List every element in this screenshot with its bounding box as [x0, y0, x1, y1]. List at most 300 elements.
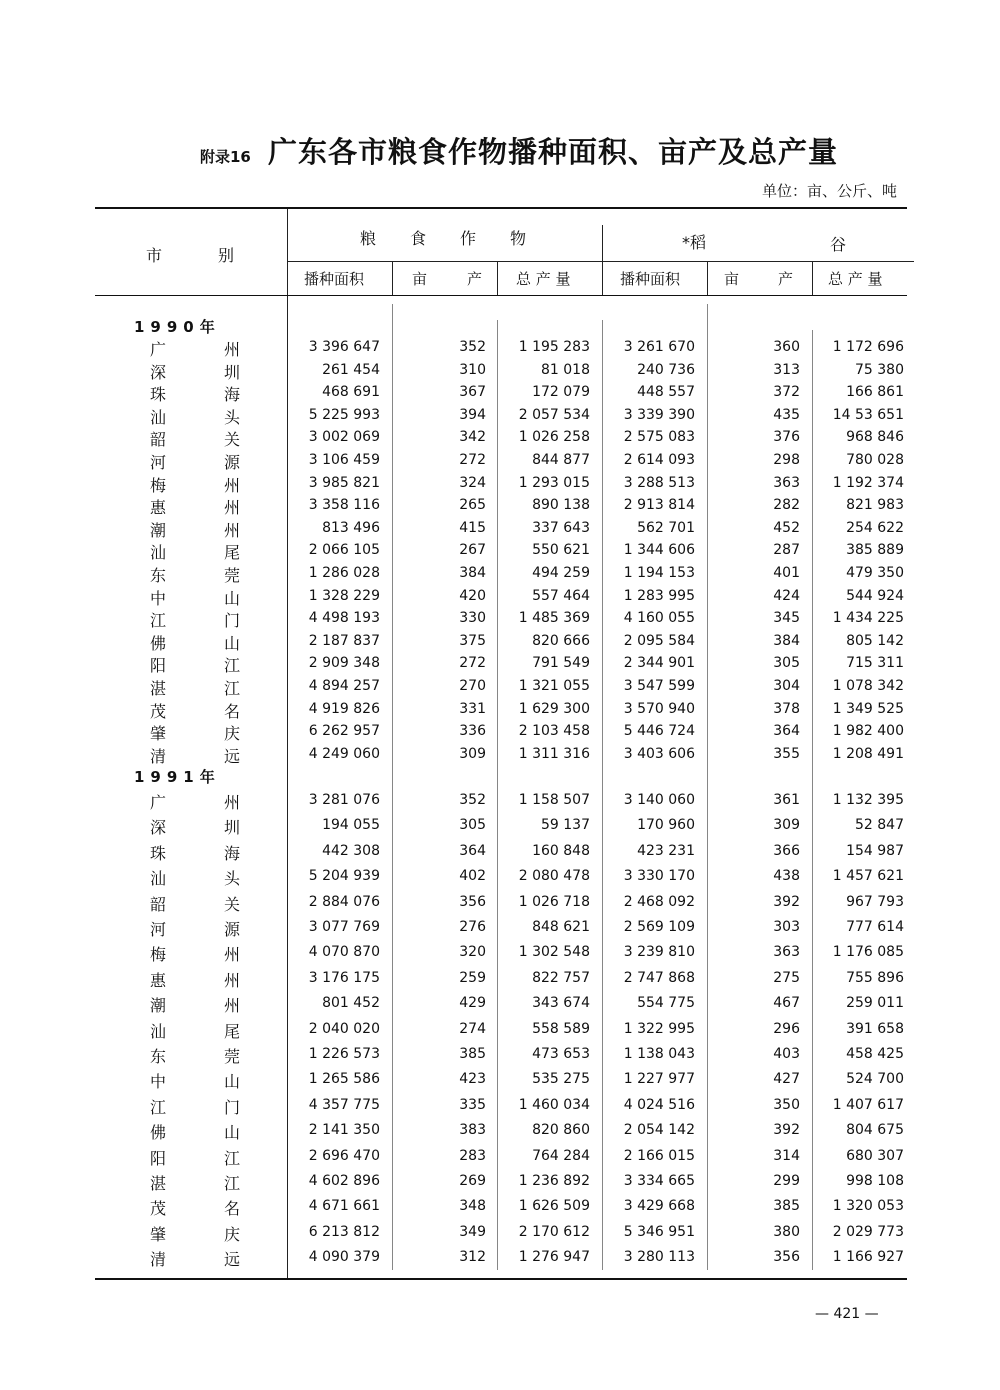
- city-name: [150, 1222, 240, 1245]
- grain-total-cell: 59 137: [541, 817, 590, 834]
- grain-area-cell: 2 141 350: [308, 1122, 380, 1139]
- city-name: [150, 744, 240, 767]
- city-name: [150, 473, 240, 496]
- city-name-char: 河: [150, 920, 167, 939]
- grain-yield-cell: 312: [459, 1249, 486, 1266]
- city-name: [150, 790, 240, 813]
- rice-total-cell: 1 132 395: [832, 792, 904, 808]
- table-row: [0, 1044, 1000, 1066]
- city-name-char: 尾: [223, 1021, 240, 1041]
- grain-total-cell: 172 079: [532, 384, 590, 401]
- rice-yield-cell: 355: [773, 745, 800, 762]
- grain-area-cell: 2 187 837: [308, 632, 380, 649]
- table-row: [0, 631, 1000, 653]
- grain-total-cell: 2 170 612: [518, 1223, 590, 1240]
- grain-yield-cell: 270: [459, 678, 486, 694]
- rice-total-cell: 14 53 651: [832, 406, 904, 423]
- city-name: [150, 360, 240, 383]
- rice-area-cell: 1 283 995: [623, 587, 695, 604]
- city-name: [150, 1171, 240, 1194]
- city-name: [150, 942, 240, 965]
- city-name-char: 江: [223, 1174, 240, 1193]
- grain-area-cell: 2 909 348: [308, 655, 380, 672]
- city-name-char: 庆: [223, 724, 240, 744]
- rice-area-cell: 2 344 901: [623, 655, 695, 672]
- grain-yield-cell: 305: [459, 817, 486, 834]
- table-row: [0, 450, 1000, 472]
- rice-area-cell: 3 547 599: [623, 678, 695, 694]
- grain-yield-cell: 348: [459, 1198, 486, 1215]
- table-row: [0, 382, 1000, 404]
- city-name-char: 莞: [223, 566, 240, 585]
- grain-total-cell: 494 259: [532, 565, 590, 581]
- rice-area-cell: 562 701: [637, 519, 695, 536]
- city-name: [150, 815, 240, 838]
- rice-subheader-rule: [602, 261, 914, 262]
- grain-yield-cell: 335: [459, 1096, 486, 1113]
- grain-total-cell: 1 158 507: [518, 792, 590, 808]
- rice-area-cell: 240 736: [637, 361, 695, 378]
- grain-yield-cell: 394: [459, 406, 486, 423]
- city-name: [150, 1146, 240, 1169]
- grain-yield-cell: 420: [459, 587, 486, 604]
- table-row: [0, 744, 1000, 766]
- table-row: [0, 540, 1000, 562]
- grain-yield-cell: 267: [459, 542, 486, 559]
- rice-area-cell: 5 446 724: [623, 723, 695, 740]
- city-name-char: 州: [223, 945, 240, 965]
- grain-yield-cell: 352: [459, 339, 486, 355]
- city-name: [150, 993, 240, 1016]
- city-name: [150, 518, 240, 541]
- city-name-char: 海: [223, 843, 240, 863]
- rice-yield-cell: 296: [773, 1020, 800, 1037]
- rice-yield-cell: 360: [773, 339, 800, 355]
- rice-yield-cell: 350: [773, 1096, 800, 1113]
- table-row: [0, 968, 1000, 990]
- rice-total-cell: 1 208 491: [832, 745, 904, 762]
- unit-note: 单位：亩、公斤、吨: [761, 182, 897, 200]
- grain-yield-cell: 283: [459, 1147, 486, 1164]
- rice-area-cell: 5 346 951: [623, 1223, 695, 1240]
- table-row: [0, 337, 1000, 359]
- rice-yield-cell: 361: [773, 792, 800, 808]
- city-name-char: 远: [223, 1250, 240, 1270]
- rice-total-cell: 805 142: [846, 632, 904, 649]
- rice-total-cell: 154 987: [846, 842, 904, 859]
- city-name-char: 州: [223, 340, 240, 359]
- table-row: [0, 586, 1000, 608]
- grain-yield-cell: 383: [459, 1122, 486, 1139]
- rice-area-cell: 3 334 665: [623, 1173, 695, 1189]
- grain-area-cell: 801 452: [322, 995, 380, 1012]
- grain-area-cell: 468 691: [322, 384, 380, 401]
- rice-yield-cell: 287: [773, 542, 800, 559]
- grain-area-cell: 3 396 647: [308, 339, 380, 355]
- city-name-char: 山: [223, 588, 240, 608]
- rice-area-cell: 3 570 940: [623, 700, 695, 717]
- city-name-char: 河: [150, 453, 167, 472]
- grain-total-cell: 160 848: [532, 842, 590, 859]
- header-divider: [602, 225, 603, 295]
- table-row: [0, 427, 1000, 449]
- city-name-char: 佛: [150, 1123, 167, 1143]
- grain-total-cell: 343 674: [532, 995, 590, 1012]
- city-name-char: 门: [223, 1097, 240, 1117]
- city-name-char: 珠: [150, 843, 167, 863]
- grain-total-cell: 1 026 718: [518, 893, 590, 910]
- grain-area-cell: 3 281 076: [308, 792, 380, 808]
- city-name-char: 东: [150, 1047, 167, 1066]
- grain-area-cell: 1 265 586: [308, 1071, 380, 1088]
- bottom-rule: [95, 1278, 907, 1280]
- rice-total-header: 总 产 量: [828, 270, 883, 288]
- header-divider: [287, 209, 288, 295]
- grain-area-cell: 261 454: [322, 361, 380, 378]
- city-name: [150, 495, 240, 518]
- rice-yield-cell: 299: [773, 1173, 800, 1189]
- rice-yield-cell: 298: [773, 452, 800, 468]
- city-name-char: 清: [150, 746, 167, 766]
- city-name-char: 潮: [150, 520, 167, 540]
- city-name-char: 源: [223, 920, 240, 939]
- city-name-char: 海: [223, 385, 240, 405]
- grain-group-char: 粮: [360, 229, 377, 248]
- rice-total-cell: 998 108: [846, 1173, 904, 1189]
- city-name-char: 江: [223, 1148, 240, 1168]
- rice-area-cell: 2 095 584: [623, 632, 695, 649]
- city-name: [150, 676, 240, 699]
- city-name: [150, 631, 240, 654]
- rice-total-cell: 544 924: [846, 587, 904, 604]
- rice-total-cell: 680 307: [846, 1147, 904, 1164]
- page-number: — 421 —: [815, 1306, 879, 1322]
- grain-area-cell: 2 066 105: [308, 542, 380, 559]
- grain-area-cell: 2 884 076: [308, 893, 380, 910]
- rice-area-cell: 554 775: [637, 995, 695, 1012]
- rice-yield-cell: 304: [773, 678, 800, 694]
- grain-group-char: 食: [410, 229, 427, 248]
- table-row: [0, 841, 1000, 863]
- city-name-char: 莞: [223, 1047, 240, 1066]
- city-name: [150, 382, 240, 405]
- table-row: [0, 360, 1000, 382]
- rice-total-cell: 479 350: [846, 565, 904, 581]
- rice-area-cell: 1 138 043: [623, 1046, 695, 1062]
- city-name: [150, 1247, 240, 1270]
- rice-total-cell: 1 172 696: [832, 339, 904, 355]
- city-name-char: 圳: [223, 362, 240, 382]
- rice-total-cell: 755 896: [846, 969, 904, 986]
- city-name-char: 阳: [150, 656, 167, 676]
- grain-yield-cell: 385: [459, 1046, 486, 1062]
- grain-yield-cell: 336: [459, 723, 486, 740]
- rice-total-cell: 1 434 225: [832, 610, 904, 627]
- grain-area-cell: 4 498 193: [308, 610, 380, 627]
- grain-total-header: 总 产 量: [516, 270, 571, 288]
- rice-total-cell: 391 658: [846, 1020, 904, 1037]
- rice-total-cell: 2 029 773: [832, 1223, 904, 1240]
- city-name-char: 门: [223, 611, 240, 631]
- grain-yield-cell: 269: [459, 1173, 486, 1189]
- rice-yield-cell: 314: [773, 1147, 800, 1164]
- table-row: [0, 495, 1000, 517]
- grain-area-cell: 6 262 957: [308, 723, 380, 740]
- city-name-char: 山: [223, 633, 240, 653]
- city-name: [150, 405, 240, 428]
- city-name: [150, 968, 240, 991]
- rice-total-cell: 1 982 400: [832, 723, 904, 740]
- rice-area-cell: 2 166 015: [623, 1147, 695, 1164]
- rice-area-cell: 2 569 109: [623, 919, 695, 935]
- rice-total-cell: 715 311: [846, 655, 904, 672]
- grain-yield-cell: 274: [459, 1020, 486, 1037]
- city-name: [150, 653, 240, 676]
- rice-area-cell: 4 024 516: [623, 1096, 695, 1113]
- city-name-char: 尾: [223, 543, 240, 563]
- rice-group-label: *稻: [682, 233, 707, 252]
- city-name-char: 梅: [150, 945, 167, 965]
- rice-yield-cell: 376: [773, 429, 800, 446]
- rice-area-cell: 170 960: [637, 817, 695, 834]
- city-name: [150, 841, 240, 864]
- grain-area-cell: 2 040 020: [308, 1020, 380, 1037]
- city-name: [150, 563, 240, 586]
- table-row: [0, 676, 1000, 698]
- grain-area-cell: 4 919 826: [308, 700, 380, 717]
- city-name: [150, 540, 240, 563]
- rice-yield-cell: 467: [773, 995, 800, 1012]
- grain-yield-cell: 331: [459, 700, 486, 717]
- table-row: [0, 790, 1000, 812]
- city-name: [150, 1019, 240, 1042]
- table-row: [0, 1247, 1000, 1269]
- appendix-label: 附录16: [200, 148, 251, 166]
- city-name-char: 名: [223, 701, 240, 721]
- rice-area-cell: 2 468 092: [623, 893, 695, 910]
- grain-area-cell: 4 070 870: [308, 944, 380, 961]
- city-name-char: 韶: [150, 430, 167, 450]
- rice-yield-cell: 303: [773, 919, 800, 935]
- city-name-char: 广: [150, 340, 167, 359]
- grain-total-cell: 81 018: [541, 361, 590, 378]
- table-row: [0, 866, 1000, 888]
- rice-group-label: 谷: [830, 235, 847, 254]
- city-name: [150, 699, 240, 722]
- city-name-char: 江: [223, 656, 240, 676]
- grain-area-cell: 3 358 116: [308, 497, 380, 514]
- grain-total-cell: 1 236 892: [518, 1173, 590, 1189]
- rice-yield-cell: 401: [773, 565, 800, 581]
- grain-group-char: 作: [460, 229, 477, 248]
- grain-total-cell: 764 284: [532, 1147, 590, 1164]
- city-name-char: 圳: [223, 818, 240, 838]
- city-name: [150, 1120, 240, 1143]
- rice-yield-cell: 452: [773, 519, 800, 536]
- grain-yield-cell: 415: [459, 519, 486, 536]
- rice-area-cell: 3 403 606: [623, 745, 695, 762]
- table-row: [0, 1120, 1000, 1142]
- header-divider: [812, 262, 813, 295]
- city-header-2: 别: [218, 246, 235, 265]
- city-name-char: 佛: [150, 633, 167, 653]
- grain-area-cell: 4 249 060: [308, 745, 380, 762]
- city-name-char: 汕: [150, 407, 167, 427]
- rice-area-cell: 423 231: [637, 842, 695, 859]
- grain-yield-cell: 356: [459, 893, 486, 910]
- grain-area-cell: 3 176 175: [308, 969, 380, 986]
- city-name-char: 庆: [223, 1224, 240, 1244]
- grain-yield-cell: 342: [459, 429, 486, 446]
- grain-total-cell: 1 276 947: [518, 1249, 590, 1266]
- grain-area-cell: 4 090 379: [308, 1249, 380, 1266]
- city-name: [150, 427, 240, 450]
- city-name-char: 名: [223, 1199, 240, 1219]
- city-name-char: 头: [223, 407, 240, 427]
- grain-total-cell: 337 643: [532, 519, 590, 536]
- grain-area-cell: 1 226 573: [308, 1046, 380, 1062]
- rice-yield-cell: 275: [773, 969, 800, 986]
- grain-area-cell: 5 204 939: [308, 868, 380, 885]
- city-name-char: 广: [150, 793, 167, 812]
- city-name: [150, 892, 240, 915]
- table-row: [0, 1196, 1000, 1218]
- rice-yield-cell: 372: [773, 384, 800, 401]
- header-bottom-rule: [95, 295, 907, 296]
- city-name-char: 州: [223, 793, 240, 812]
- table-row: [0, 942, 1000, 964]
- city-name: [150, 721, 240, 744]
- table-row: [0, 993, 1000, 1015]
- grain-yield-cell: 320: [459, 944, 486, 961]
- city-name-char: 汕: [150, 869, 167, 889]
- city-name: [150, 1196, 240, 1219]
- rice-area-header: 播种面积: [620, 270, 681, 288]
- header-divider: [707, 262, 708, 295]
- rice-yield-cell: 378: [773, 700, 800, 717]
- rice-yield-cell: 392: [773, 893, 800, 910]
- rice-yield-header: 亩: [724, 270, 740, 288]
- city-name: [150, 1044, 240, 1067]
- city-name-char: 汕: [150, 543, 167, 563]
- city-name-char: 州: [223, 970, 240, 990]
- city-name: [150, 608, 240, 631]
- grain-total-cell: 1 626 509: [518, 1198, 590, 1215]
- city-name-char: 湛: [150, 1174, 167, 1193]
- year-heading-1991: 1991年: [134, 768, 221, 786]
- grain-total-cell: 848 621: [532, 919, 590, 935]
- grain-total-cell: 2 103 458: [518, 723, 590, 740]
- table-row: [0, 1222, 1000, 1244]
- rice-total-cell: 524 700: [846, 1071, 904, 1088]
- city-name-char: 山: [223, 1072, 240, 1092]
- rice-total-cell: 75 380: [855, 361, 904, 378]
- rice-total-cell: 254 622: [846, 519, 904, 536]
- city-name-char: 州: [223, 475, 240, 495]
- rice-yield-cell: 313: [773, 361, 800, 378]
- city-name-char: 江: [150, 611, 167, 631]
- rice-yield-cell: 438: [773, 868, 800, 885]
- rice-total-cell: 1 166 927: [832, 1249, 904, 1266]
- city-name-char: 源: [223, 453, 240, 472]
- table-row: [0, 917, 1000, 939]
- city-name-char: 清: [150, 1250, 167, 1270]
- table-row: [0, 892, 1000, 914]
- city-name: [150, 1095, 240, 1118]
- rice-area-cell: 3 261 670: [623, 339, 695, 355]
- grain-total-cell: 890 138: [532, 497, 590, 514]
- rice-yield-cell: 403: [773, 1046, 800, 1062]
- grain-total-cell: 1 311 316: [518, 745, 590, 762]
- grain-area-cell: 6 213 812: [308, 1223, 380, 1240]
- city-name: [150, 1069, 240, 1092]
- grain-total-cell: 844 877: [532, 452, 590, 468]
- year-heading-1990: 1990年: [134, 318, 221, 336]
- grain-area-cell: 3 985 821: [308, 474, 380, 491]
- grain-total-cell: 1 293 015: [518, 474, 590, 491]
- grain-area-cell: 3 106 459: [308, 452, 380, 468]
- grain-yield-cell: 364: [459, 842, 486, 859]
- city-name-char: 珠: [150, 385, 167, 405]
- grain-total-cell: 820 666: [532, 632, 590, 649]
- city-name-char: 州: [223, 498, 240, 518]
- rice-yield-cell: 380: [773, 1223, 800, 1240]
- city-name-char: 江: [223, 679, 240, 698]
- grain-total-cell: 1 485 369: [518, 610, 590, 627]
- rice-total-cell: 968 846: [846, 429, 904, 446]
- rice-area-cell: 3 339 390: [623, 406, 695, 423]
- city-name-char: 东: [150, 566, 167, 585]
- rice-total-cell: 385 889: [846, 542, 904, 559]
- grain-area-cell: 1 328 229: [308, 587, 380, 604]
- rice-total-cell: 52 847: [855, 817, 904, 834]
- grain-area-cell: 2 696 470: [308, 1147, 380, 1164]
- title-block: [0, 130, 1000, 170]
- rice-yield-cell: 384: [773, 632, 800, 649]
- table-row: [0, 721, 1000, 743]
- grain-total-cell: 822 757: [532, 969, 590, 986]
- rice-yield-cell: 305: [773, 655, 800, 672]
- grain-yield-cell: 349: [459, 1223, 486, 1240]
- rice-total-cell: 259 011: [846, 995, 904, 1012]
- grain-yield-cell: 375: [459, 632, 486, 649]
- city-name: [150, 586, 240, 609]
- grain-total-cell: 1 195 283: [518, 339, 590, 355]
- rice-total-cell: 1 457 621: [832, 868, 904, 885]
- city-name-char: 州: [223, 996, 240, 1016]
- grain-yield-cell: 384: [459, 565, 486, 581]
- table-row: [0, 1019, 1000, 1041]
- page-title: 广东各市粮食作物播种面积、亩产及总产量: [268, 135, 839, 169]
- rice-total-cell: 166 861: [846, 384, 904, 401]
- grain-total-cell: 2 080 478: [518, 868, 590, 885]
- city-name: [150, 450, 240, 473]
- grain-yield-cell: 429: [459, 995, 486, 1012]
- table-row: [0, 563, 1000, 585]
- city-name-char: 韶: [150, 894, 167, 914]
- table-row: [0, 1171, 1000, 1193]
- rice-total-cell: 780 028: [846, 452, 904, 468]
- city-name-char: 头: [223, 869, 240, 889]
- grain-total-cell: 791 549: [532, 655, 590, 672]
- grain-area-cell: 1 286 028: [308, 565, 380, 581]
- grain-yield-cell: 272: [459, 655, 486, 672]
- grain-area-cell: 4 357 775: [308, 1096, 380, 1113]
- rice-yield-cell: 366: [773, 842, 800, 859]
- grain-total-cell: 2 057 534: [518, 406, 590, 423]
- city-name: [150, 917, 240, 940]
- rice-area-cell: 2 054 142: [623, 1122, 695, 1139]
